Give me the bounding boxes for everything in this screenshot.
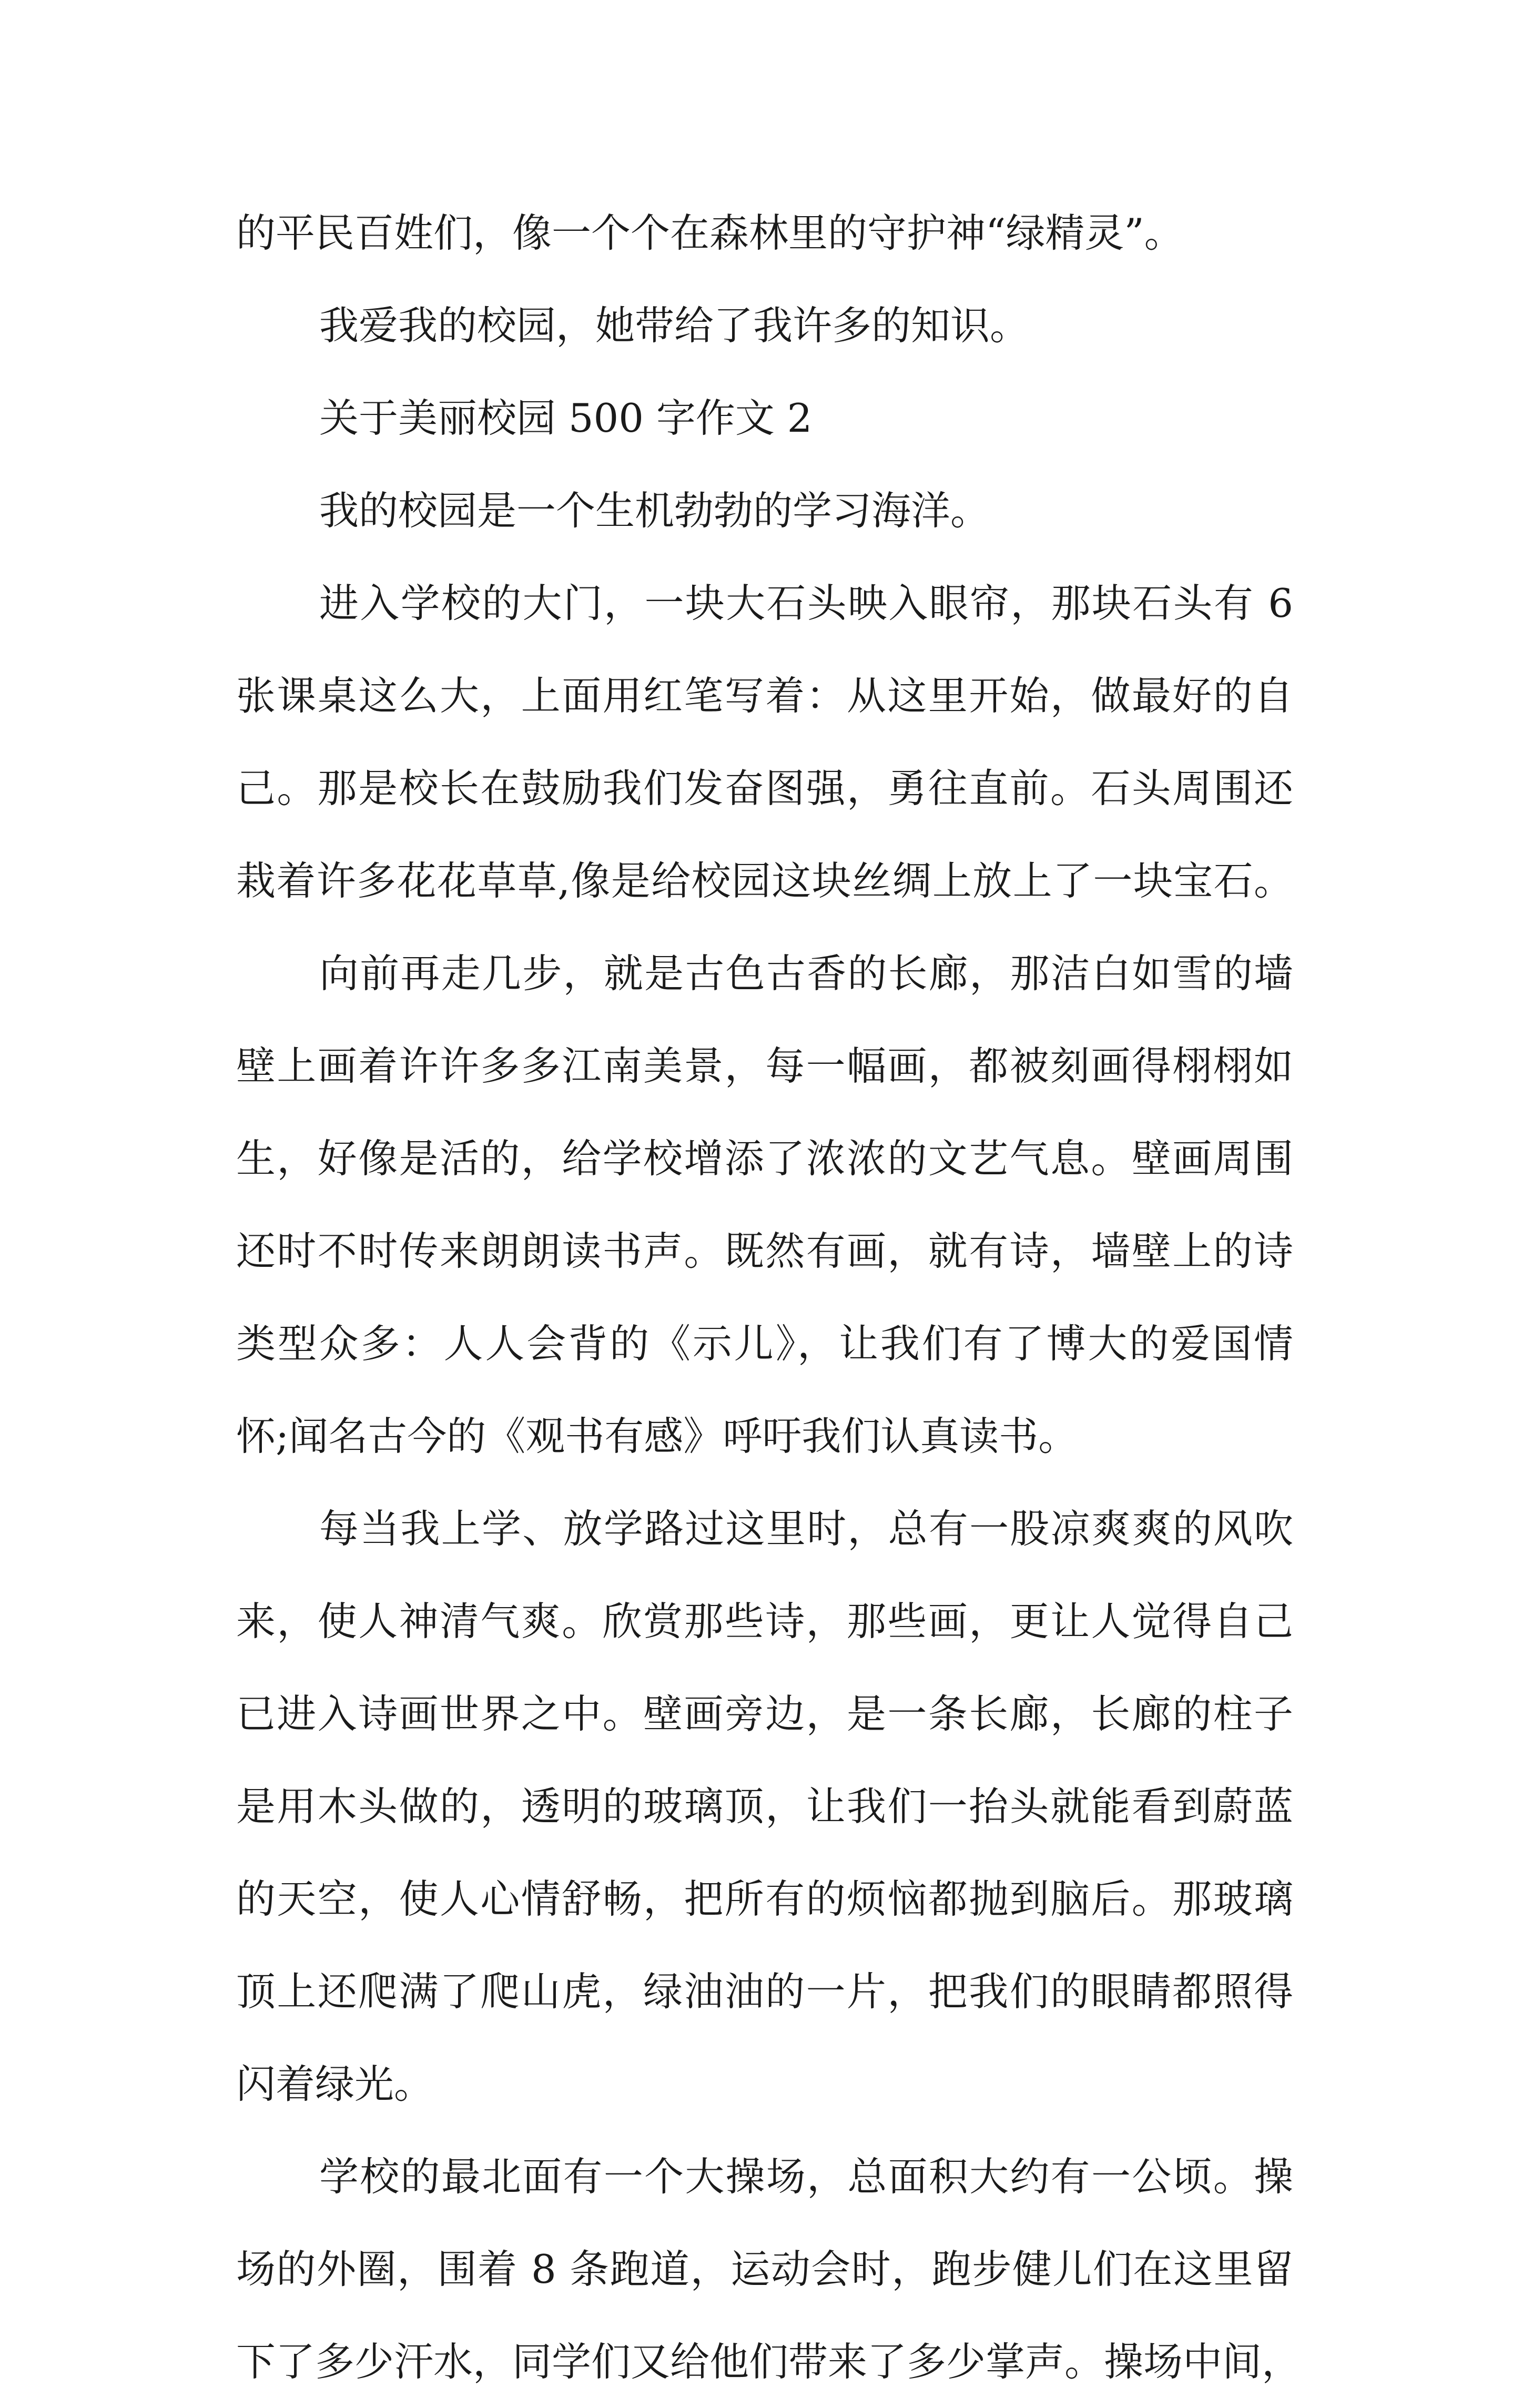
text-line: 生，好像是活的，给学校增添了浓浓的文艺气息。壁画周围 (236, 1135, 1293, 1182)
text-line: 还时不时传来朗朗读书声。既然有画，就有诗，墙壁上的诗 (236, 1228, 1293, 1274)
text-line: 向前再走几步，就是古色古香的长廊，那洁白如雪的墙 (319, 950, 1293, 997)
text-line: 场的外圈，围着 8 条跑道，运动会时，跑步健儿们在这里留 (236, 2246, 1293, 2292)
text-line: 下了多少汗水，同学们又给他们带来了多少掌声。操场中间， (236, 2339, 1302, 2385)
text-line: 怀;闻名古今的《观书有感》呼吁我们认真读书。 (236, 1413, 1078, 1459)
text-line: 已进入诗画世界之中。壁画旁边，是一条长廊，长廊的柱子 (236, 1691, 1293, 1737)
text-line: 我爱我的校园，她带给了我许多的知识。 (319, 302, 1030, 349)
text-line: 进入学校的大门，一块大石头映入眼帘，那块石头有 6 (319, 580, 1293, 626)
text-line: 学校的最北面有一个大操场，总面积大约有一公顷。操 (319, 2153, 1293, 2200)
text-line: 的天空，使人心情舒畅，把所有的烦恼都抛到脑后。那玻璃 (236, 1876, 1293, 1922)
section-heading: 关于美丽校园 500 字作文 2 (319, 395, 813, 441)
text-line: 是用木头做的，透明的玻璃顶，让我们一抬头就能看到蔚蓝 (236, 1783, 1293, 1830)
document-body (236, 187, 1302, 2408)
text-line: 类型众多：人人会背的《示儿》，让我们有了博大的爱国情 (236, 1320, 1293, 1367)
text-line: 来，使人神清气爽。欣赏那些诗，那些画，更让人觉得自己 (236, 1598, 1293, 1644)
text-line: 己。那是校长在鼓励我们发奋图强，勇往直前。石头周围还 (236, 765, 1293, 811)
text-line: 顶上还爬满了爬山虎，绿油油的一片，把我们的眼睛都照得 (236, 1968, 1293, 2015)
text-line: 张课桌这么大，上面用红笔写着：从这里开始，做最好的自 (236, 673, 1293, 719)
text-line: 每当我上学、放学路过这里时，总有一股凉爽爽的风吹 (319, 1506, 1293, 1552)
text-line: 壁上画着许许多多江南美景，每一幅画，都被刻画得栩栩如 (236, 1043, 1293, 1089)
text-line: 的平民百姓们，像一个个在森林里的守护神“绿精灵”。 (236, 210, 1184, 256)
text-line: 我的校园是一个生机勃勃的学习海洋。 (319, 487, 990, 534)
text-line: 闪着绿光。 (236, 2061, 434, 2107)
text-line: 栽着许多花花草草,像是给校园这块丝绸上放上了一块宝石。 (236, 858, 1293, 904)
